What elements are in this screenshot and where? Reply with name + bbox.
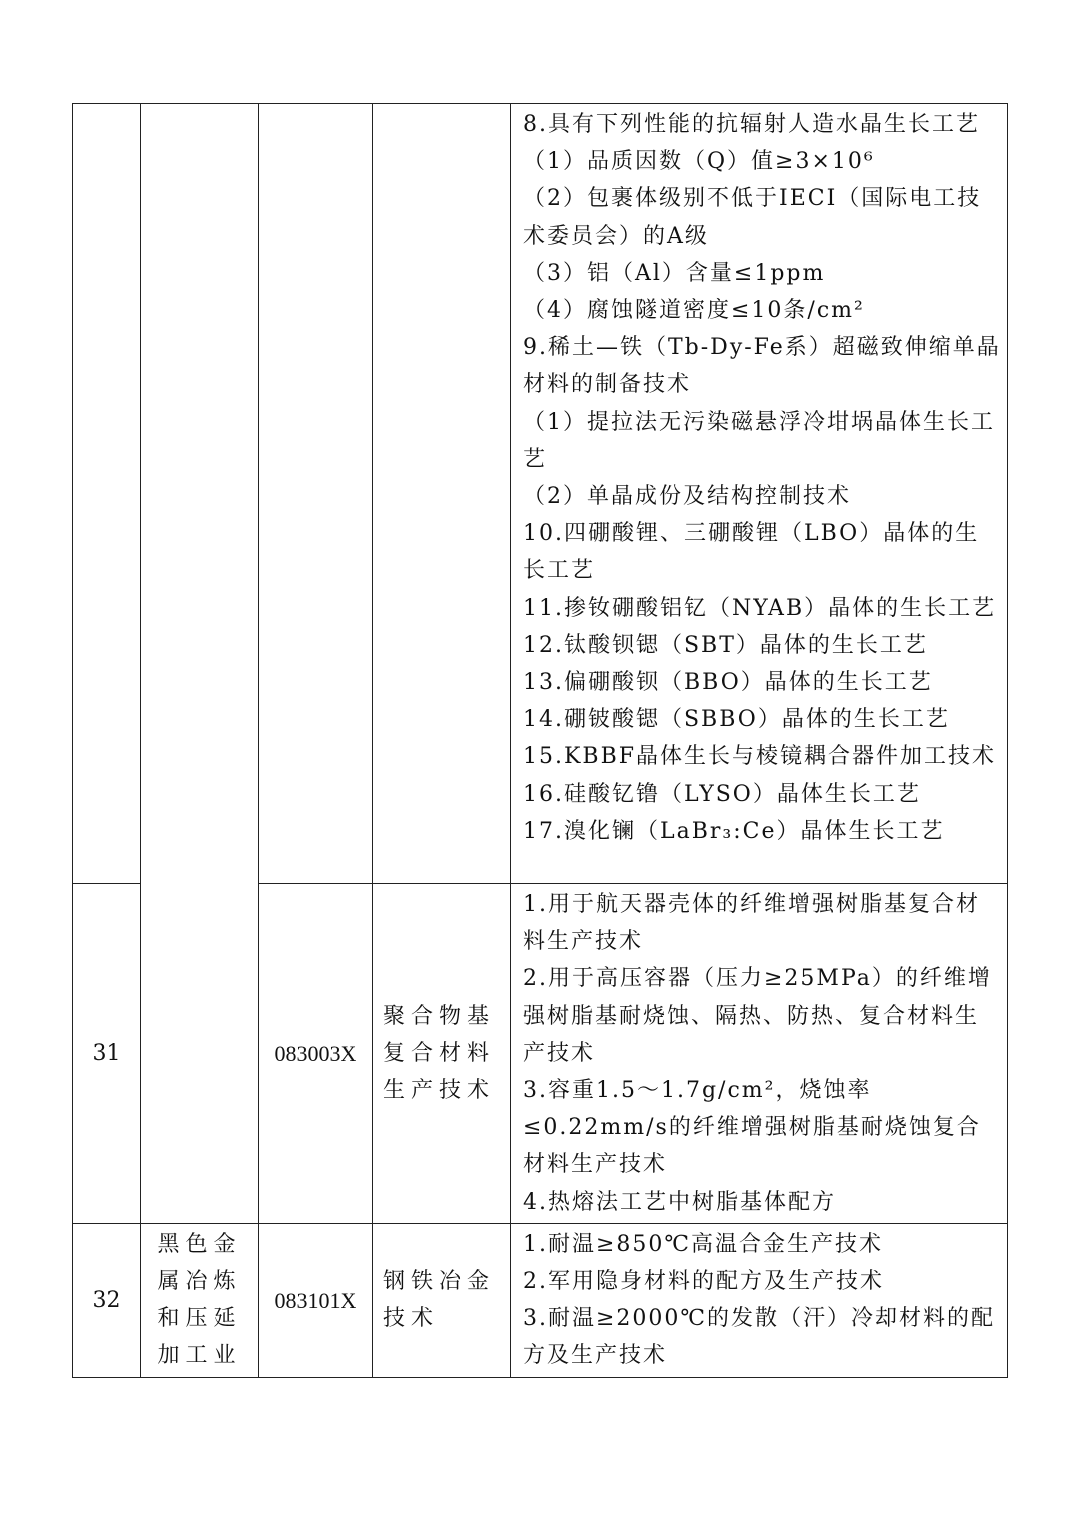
technology-table bbox=[72, 103, 1008, 1378]
name-cell bbox=[373, 884, 511, 1224]
tech-item: 1.耐温≥850℃高温合金生产技术 bbox=[523, 1231, 884, 1257]
name-cell bbox=[373, 1223, 511, 1377]
tech-item: 17.溴化镧（LaBr₃:Ce）晶体生长工艺 bbox=[523, 818, 945, 844]
row-number-cell bbox=[73, 104, 141, 884]
name-line: 生产技术 bbox=[383, 1078, 496, 1104]
industry-line: 属冶炼 bbox=[157, 1269, 242, 1295]
industry-line: 黑色金 bbox=[157, 1231, 242, 1257]
name-line: 技术 bbox=[383, 1306, 440, 1332]
name-cell bbox=[373, 104, 511, 884]
row-number-cell: 31 bbox=[73, 884, 141, 1224]
industry-line: 加工业 bbox=[157, 1343, 242, 1369]
tech-item: 4.热熔法工艺中树脂基体配方 bbox=[523, 1189, 836, 1215]
industry-line: 和压延 bbox=[157, 1306, 242, 1332]
tech-item: 12.钛酸钡锶（SBT）晶体的生长工艺 bbox=[523, 632, 928, 658]
tech-item: 10.四硼酸锂、三硼酸锂（LBO）晶体的生长工艺 bbox=[523, 521, 980, 584]
tech-item: （3）铝（Al）含量≤1ppm bbox=[523, 260, 826, 286]
table-row bbox=[73, 1223, 1008, 1377]
tech-item: （2）包裹体级别不低于IECI（国际电工技术委员会）的A级 bbox=[523, 186, 982, 249]
table-row bbox=[73, 104, 1008, 884]
tech-item: 3.容重1.5～1.7g/cm²，烧蚀率≤0.22mm/s的纤维增强树脂基耐烧蚀复合材料生产技术 bbox=[523, 1078, 981, 1178]
name-line: 钢铁冶金 bbox=[383, 1269, 496, 1295]
name-line: 复合材料 bbox=[383, 1040, 496, 1066]
tech-item: 1.用于航天器壳体的纤维增强树脂基复合材料生产技术 bbox=[523, 892, 980, 955]
technology-cell bbox=[511, 884, 1008, 1224]
tech-item: （2）单晶成份及结构控制技术 bbox=[523, 484, 851, 510]
row-number-cell: 32 bbox=[73, 1223, 141, 1377]
tech-item: 11.掺钕硼酸铝钇（NYAB）晶体的生长工艺 bbox=[523, 595, 997, 621]
tech-item: 3.耐温≥2000℃的发散（汗）冷却材料的配方及生产技术 bbox=[523, 1306, 996, 1369]
industry-cell-empty bbox=[141, 104, 259, 1224]
code-cell bbox=[259, 104, 373, 884]
technology-cell bbox=[511, 104, 1008, 884]
tech-item: （1）品质因数（Q）值≥3×10⁶ bbox=[523, 149, 875, 175]
tech-item: 8.具有下列性能的抗辐射人造水晶生长工艺 bbox=[523, 112, 980, 137]
tech-item: （1）提拉法无污染磁悬浮冷坩埚晶体生长工艺 bbox=[523, 409, 995, 472]
tech-item: 2.用于高压容器（压力≥25MPa）的纤维增强树脂基耐烧蚀、隔热、防热、复合材料生产技术 bbox=[523, 966, 992, 1066]
code-cell: 083003X bbox=[259, 884, 373, 1224]
code-cell: 083101X bbox=[259, 1223, 373, 1377]
tech-item: （4）腐蚀隧道密度≤10条/cm² bbox=[523, 298, 865, 324]
tech-item: 16.硅酸钇镥（LYSO）晶体生长工艺 bbox=[523, 781, 921, 807]
name-line: 聚合物基 bbox=[383, 1003, 496, 1029]
tech-item: 9.稀土—铁（Tb-Dy-Fe系）超磁致伸缩单晶材料的制备技术 bbox=[523, 335, 1001, 398]
industry-cell bbox=[141, 1223, 259, 1377]
tech-item: 14.硼铍酸锶（SBBO）晶体的生长工艺 bbox=[523, 707, 950, 733]
tech-item: 2.军用隐身材料的配方及生产技术 bbox=[523, 1269, 884, 1295]
technology-cell bbox=[511, 1223, 1008, 1377]
tech-item: 15.KBBF晶体生长与棱镜耦合器件加工技术 bbox=[523, 744, 997, 770]
tech-item: 13.偏硼酸钡（BBO）晶体的生长工艺 bbox=[523, 670, 933, 696]
